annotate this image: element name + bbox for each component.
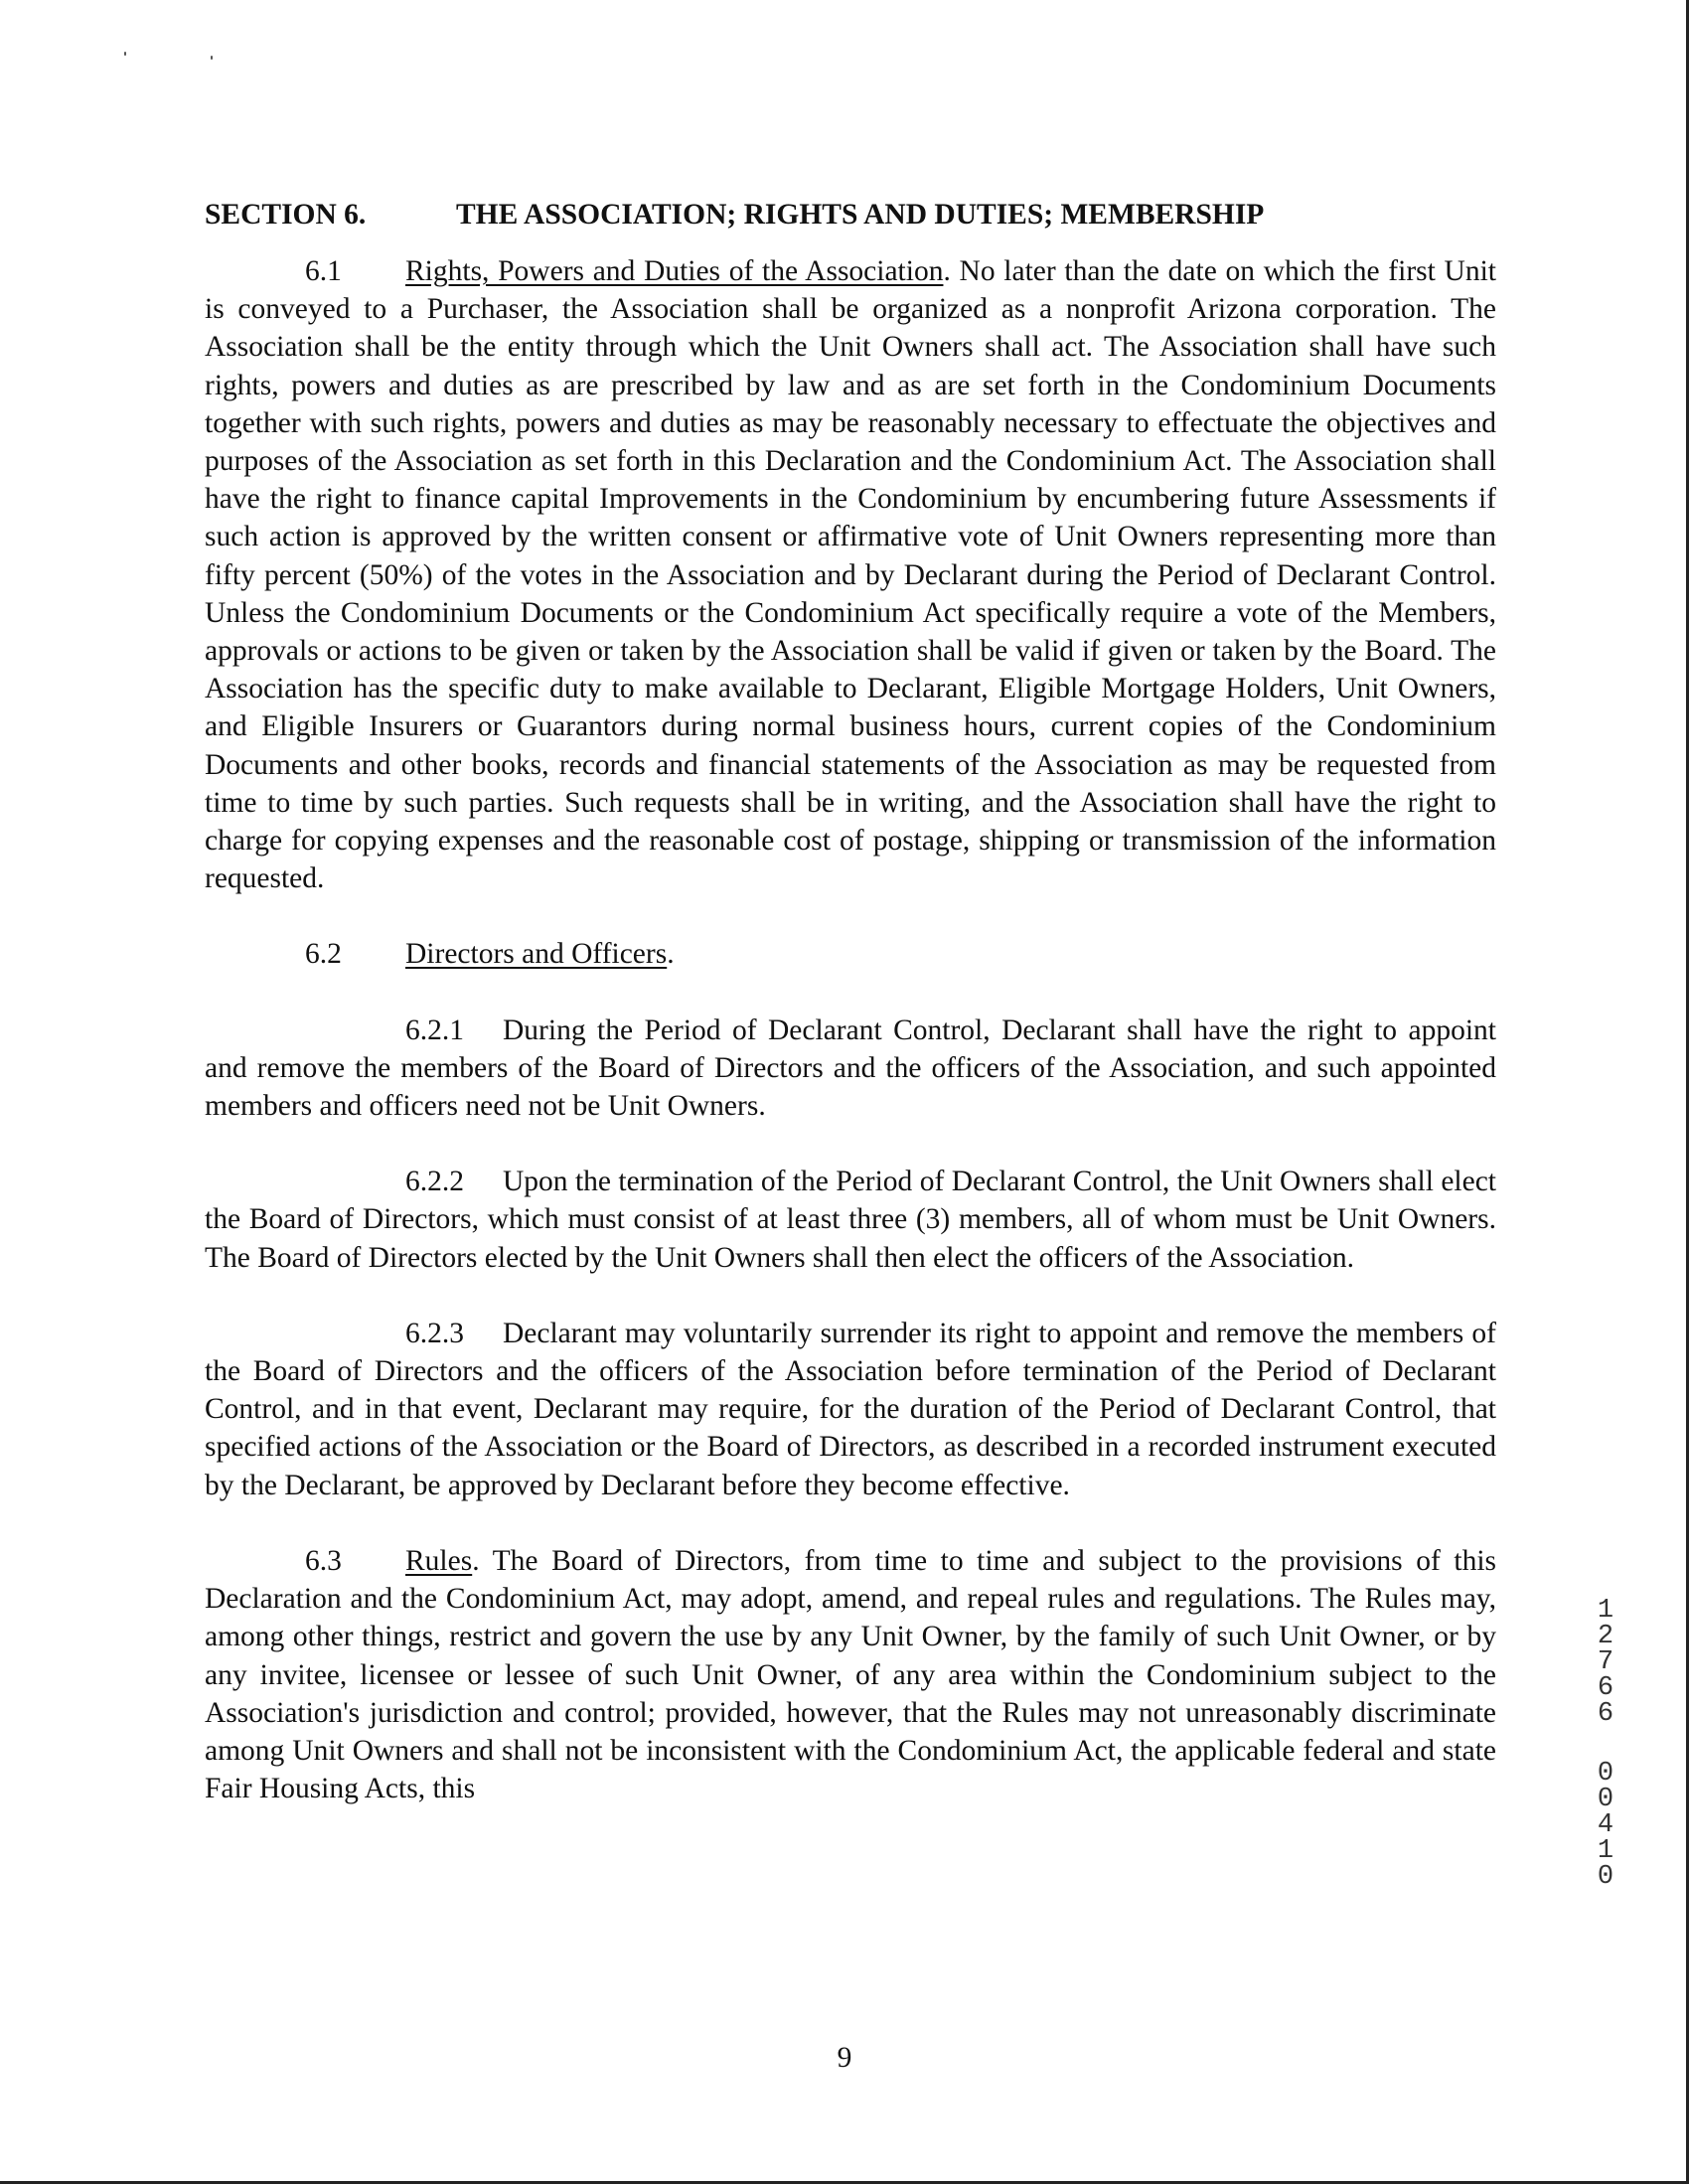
section-title: THE ASSOCIATION; RIGHTS AND DUTIES; MEMBERSHIP: [456, 199, 1265, 231]
paragraph-6-2-2: [205, 1163, 1496, 1277]
paragraph-heading: Rights, Powers and Duties of the Association: [405, 255, 944, 287]
paragraph-text: . The Board of Directors, from time to time and subject to the provisions of this Declaration and the Condominium Act, may adopt, amend, and repeal rules and regulations. The Rules may, among other things, restrict and govern the use by any Unit Owner, by the family of such Unit Owner, or by any invitee, licensee or lessee of such Unit Owner, of any area within the Condominium subject to the Association's jurisdiction and control; provided, however, that the Rules may not unreasonably discriminate among Unit Owners and shall not be inconsistent with the Condominium Act, the applicable federal and state Fair Housing Acts, this: [205, 1544, 1496, 1805]
document-body: [205, 193, 1496, 1845]
paragraph-6-2-3: [205, 1315, 1496, 1504]
paragraph-6-2-1: [205, 1012, 1496, 1126]
recording-code-part2: 00410: [1597, 1759, 1614, 1892]
section-number: SECTION 6.: [205, 199, 367, 231]
paragraph-heading: Rules: [405, 1544, 473, 1577]
paragraph-text: . No later than the date on which the first Unit is conveyed to a Purchaser, the Association shall be organized as a nonprofit Arizona corporation. The Association shall be the entity through which the Unit Owners shall act. The Association shall have such rights, powers and duties as are prescribed by law and as are set forth in the Condominium Documents together with such rights, powers and duties as may be reasonably necessary to effectuate the objectives and purposes of the Association as set forth in this Declaration and the Condominium Act. The Association shall have the right to finance capital Improvements in the Condominium by encumbering future Assessments if such action is approved by the written consent or affirmative vote of Unit Owners representing more than fifty percent (50%) of the votes in the Association and by Declarant during the Period of Declarant Control. Unless the Condominium Documents or the Condominium Act specifically require a vote of the Members, approvals or actions to be given or taken by the Association shall be valid if given or taken by the Board. The Association has the specific duty to make available to Declarant, Eligible Mortgage Holders, Unit Owners, and Eligible Insurers or Guarantors during normal business hours, current copies of the Condominium Documents and other books, records and financial statements of the Association as may be requested from time to time by such parties. Such requests shall be in writing, and the Association shall have the right to charge for copying expenses and the reasonable cost of postage, shipping or transmission of the information requested.: [205, 255, 1496, 895]
paragraph-6-3: [205, 1542, 1496, 1807]
paragraph-text: .: [667, 938, 675, 971]
paragraph-6-2: [205, 935, 1496, 973]
paragraph-text: Declarant may voluntarily surrender its right to appoint and remove the members of the Board of Directors and the officers of the Association before termination of the Period of Declarant Control, and in that event, Declarant may require, for the duration of the Period of Declarant Control, that specified actions of the Association or the Board of Directors, as described in a recorded instrument executed by the Declarant, be approved by Declarant before they become effective.: [205, 1317, 1496, 1501]
paragraph-6-1: [205, 252, 1496, 897]
paragraph-number: 6.2.3: [405, 1317, 464, 1349]
recording-code-gap: [1594, 1727, 1617, 1761]
page-number: 9: [837, 2042, 852, 2074]
paragraph-number: 6.2.1: [405, 1014, 464, 1046]
paragraph-text: Upon the termination of the Period of Declarant Control, the Unit Owners shall elect the Board of Directors, which must consist of at least three (3) members, all of whom must be Unit Owners. The Board of Directors elected by the Unit Owners shall then elect the officers of the Association.: [205, 1166, 1496, 1274]
recording-stamp-code: [1594, 1598, 1617, 1890]
paragraph-number: 6.1: [305, 255, 342, 287]
scan-speck: [124, 52, 126, 56]
section-heading: [205, 193, 1496, 236]
scan-speck: [211, 56, 213, 60]
paragraph-number: 6.2: [305, 938, 342, 971]
paragraph-number: 6.3: [305, 1544, 342, 1577]
paragraph-heading: Directors and Officers: [405, 938, 668, 971]
recording-code-part1: 12766: [1597, 1596, 1614, 1729]
paragraph-text: During the Period of Declarant Control, Declarant shall have the right to appoint and remove the members of the Board of Directors and the officers of the Association, and such appointed members and officers need not be Unit Owners.: [205, 1014, 1496, 1123]
paragraph-number: 6.2.2: [405, 1166, 464, 1198]
